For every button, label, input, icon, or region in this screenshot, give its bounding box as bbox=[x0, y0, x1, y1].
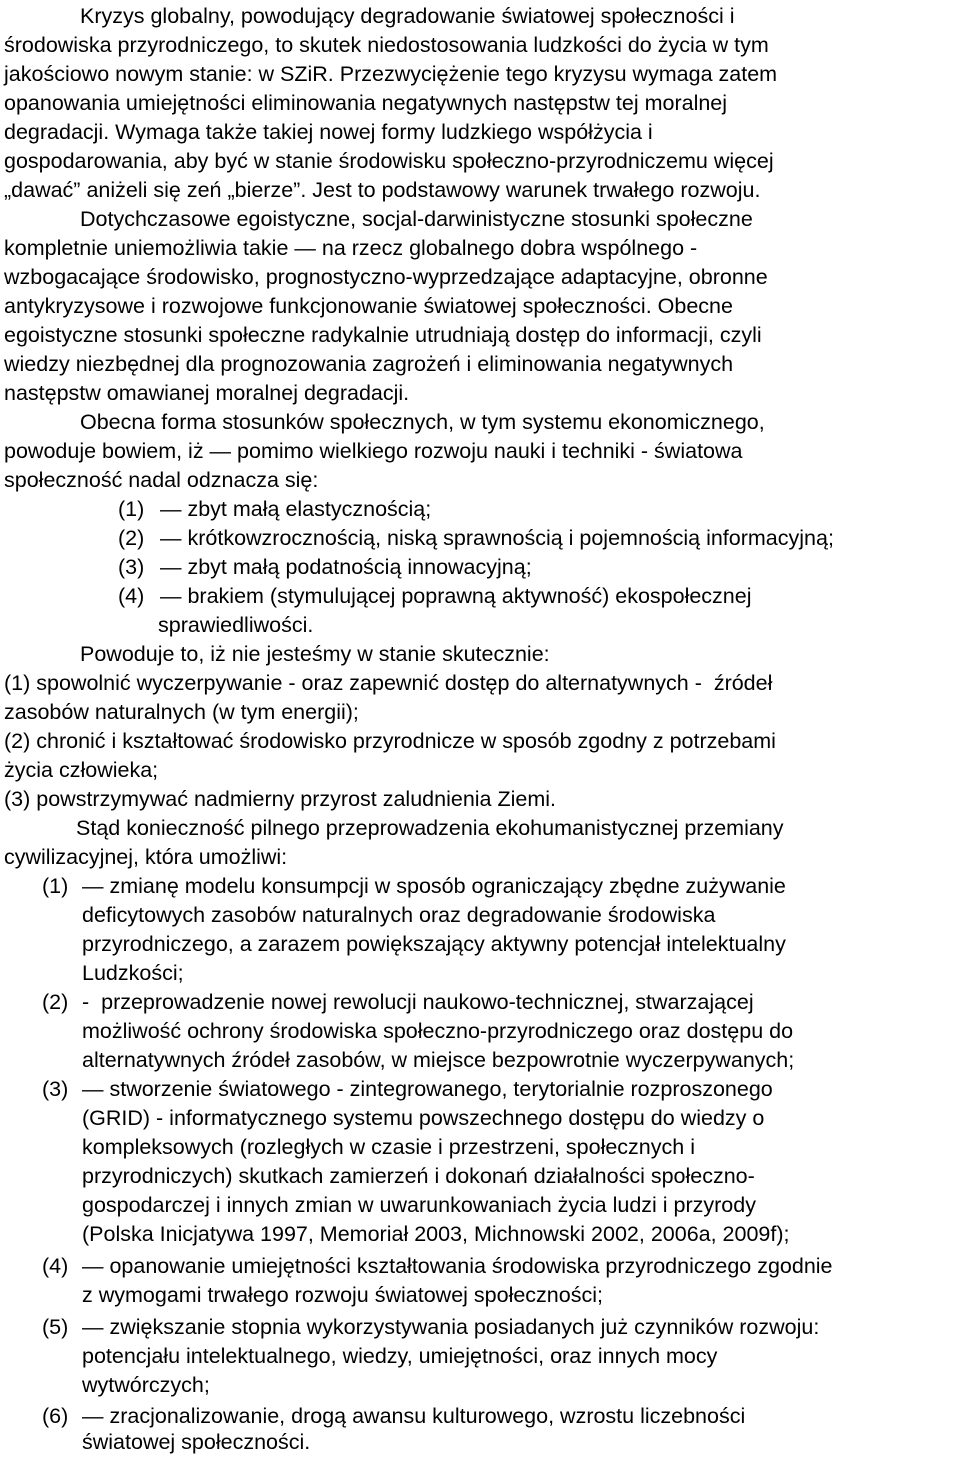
text-line: Kryzys globalny, powodujący degradowanie światowej społeczności i bbox=[80, 4, 735, 28]
text-line: cywilizacyjnej, która umożliwi: bbox=[4, 845, 288, 869]
list-item-number: (5) bbox=[42, 1315, 69, 1339]
text-line: następstw omawianej moralnej degradacji. bbox=[4, 381, 410, 405]
text-line: zasobów naturalnych (w tym energii); bbox=[4, 700, 359, 724]
list-item-number: (1) bbox=[42, 874, 69, 898]
list-item-text: potencjału intelektualnego, wiedzy, umiejętności, oraz innych mocy bbox=[82, 1344, 718, 1368]
text-line: (3) powstrzymywać nadmierny przyrost zaludnienia Ziemi. bbox=[4, 787, 557, 811]
list-item-text: (Polska Inicjatywa 1997, Memoriał 2003, Michnowski 2002, 2006a, 2009f); bbox=[82, 1222, 790, 1246]
text-line: opanowania umiejętności eliminowania negatywnych następstw tej moralnej bbox=[4, 91, 728, 115]
list-item-text: (GRID) - informatycznego systemu powszechnego dostępu do wiedzy o bbox=[82, 1106, 765, 1130]
text-line: powoduje bowiem, iż — pomimo wielkiego rozwoju nauki i techniki - światowa bbox=[4, 439, 743, 463]
list-item-text: sprawiedliwości. bbox=[158, 613, 314, 637]
list-item-number: (4) bbox=[118, 584, 145, 608]
list-item-text: — zracjonalizowanie, drogą awansu kulturowego, wzrostu liczebności bbox=[82, 1404, 746, 1428]
list-item-number: (1) bbox=[118, 497, 145, 521]
list-item-text: z wymogami trwałego rozwoju światowej społeczności; bbox=[82, 1283, 603, 1307]
list-item-text: alternatywnych źródeł zasobów, w miejsce bezpowrotnie wyczerpywanych; bbox=[82, 1048, 795, 1072]
list-item-text: możliwość ochrony środowiska społeczno-przyrodniczego oraz dostępu do bbox=[82, 1019, 794, 1043]
text-line: (2) chronić i kształtować środowisko przyrodnicze w sposób zgodny z potrzebami bbox=[4, 729, 776, 753]
text-line: społeczność nadal odznacza się: bbox=[4, 468, 319, 492]
list-item-number: (6) bbox=[42, 1404, 69, 1428]
text-line: jakościowo nowym stanie: w SZiR. Przezwyciężenie tego kryzysu wymaga zatem bbox=[4, 62, 778, 86]
text-line: wiedzy niezbędnej dla prognozowania zagrożeń i eliminowania negatywnych bbox=[4, 352, 734, 376]
text-line: kompletnie uniemożliwia takie — na rzecz globalnego dobra wspólnego - bbox=[4, 236, 698, 260]
text-line: (1) spowolnić wyczerpywanie - oraz zapewnić dostęp do alternatywnych - źródeł bbox=[4, 671, 773, 695]
text-line: życia człowieka; bbox=[4, 758, 159, 782]
list-item-number: (4) bbox=[42, 1254, 69, 1278]
list-item-text: wytwórczych; bbox=[82, 1373, 210, 1397]
text-line: „dawać” aniżeli się zeń „bierze”. Jest to podstawowy warunek trwałego rozwoju. bbox=[4, 178, 761, 202]
list-item-text: — zmianę modelu konsumpcji w sposób ograniczający zbędne zużywanie bbox=[82, 874, 786, 898]
list-item-text: deficytowych zasobów naturalnych oraz degradowanie środowiska bbox=[82, 903, 716, 927]
text-line: środowiska przyrodniczego, to skutek niedostosowania ludzkości do życia w tym bbox=[4, 33, 769, 57]
list-item-text: — zwiększanie stopnia wykorzystywania posiadanych już czynników rozwoju: bbox=[82, 1315, 820, 1339]
text-line: wzbogacające środowisko, prognostyczno-wyprzedzające adaptacyjne, obronne bbox=[4, 265, 768, 289]
list-item-text: kompleksowych (rozległych w czasie i przestrzeni, społecznych i bbox=[82, 1135, 695, 1159]
text-line: antykryzysowe i rozwojowe funkcjonowanie światowej społeczności. Obecne bbox=[4, 294, 733, 318]
list-item-text: — zbyt małą elastycznością; bbox=[160, 497, 432, 521]
list-item-text: — krótkowzrocznością, niską sprawnością i pojemnością informacyjną; bbox=[160, 526, 834, 550]
list-item-text: — opanowanie umiejętności kształtowania środowiska przyrodniczego zgodnie bbox=[82, 1254, 833, 1278]
text-line: Stąd konieczność pilnego przeprowadzenia ekohumanistycznej przemiany bbox=[76, 816, 784, 840]
list-item-text: przyrodniczego, a zarazem powiększający aktywny potencjał intelektualny bbox=[82, 932, 786, 956]
list-item-text: — brakiem (stymulującej poprawną aktywność) ekospołecznej bbox=[160, 584, 752, 608]
list-item-text: - przeprowadzenie nowej rewolucji naukowo-technicznej, stwarzającej bbox=[82, 990, 754, 1014]
list-item-number: (3) bbox=[42, 1077, 69, 1101]
text-line: gospodarowania, aby być w stanie środowisku społeczno-przyrodniczemu więcej bbox=[4, 149, 774, 173]
list-item-text: — zbyt małą podatnością innowacyjną; bbox=[160, 555, 532, 579]
text-line: egoistyczne stosunki społeczne radykalnie utrudniają dostęp do informacji, czyli bbox=[4, 323, 762, 347]
list-item-text: gospodarczej i innych zmian w uwarunkowaniach życia ludzi i przyrody bbox=[82, 1193, 756, 1217]
text-line: Powoduje to, iż nie jesteśmy w stanie skutecznie: bbox=[80, 642, 550, 666]
list-item-text: przyrodniczych) skutkach zamierzeń i dokonań działalności społeczno- bbox=[82, 1164, 755, 1188]
text-line: Obecna forma stosunków społecznych, w tym systemu ekonomicznego, bbox=[80, 410, 765, 434]
list-item-number: (2) bbox=[118, 526, 145, 550]
list-item-number: (2) bbox=[42, 990, 69, 1014]
text-line: Dotychczasowe egoistyczne, socjal-darwinistyczne stosunki społeczne bbox=[80, 207, 753, 231]
list-item-text: Ludzkości; bbox=[82, 961, 184, 985]
list-item-text: światowej społeczności. bbox=[82, 1430, 311, 1454]
text-line: degradacji. Wymaga także takiej nowej formy ludzkiego współżycia i bbox=[4, 120, 653, 144]
list-item-number: (3) bbox=[118, 555, 145, 579]
list-item-text: — stworzenie światowego - zintegrowanego, terytorialnie rozproszonego bbox=[82, 1077, 773, 1101]
